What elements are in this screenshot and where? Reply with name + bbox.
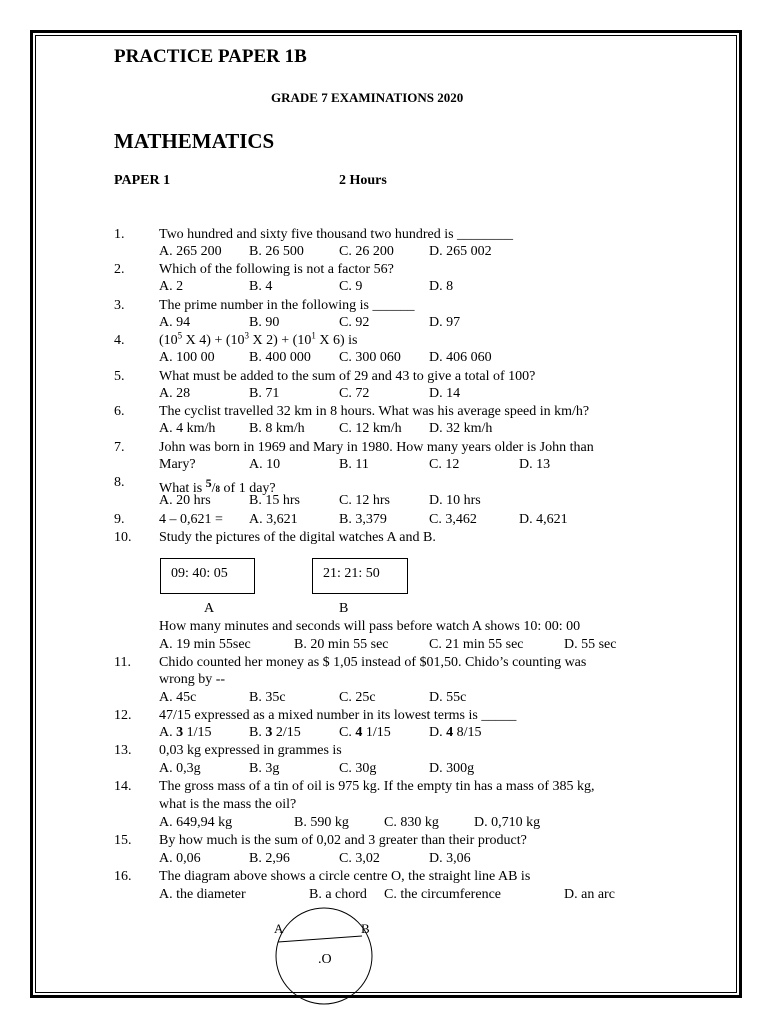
question-text: Two hundred and sixty five thousand two hundred is ________ [159, 227, 514, 242]
option-a: A. 0,3g [159, 761, 201, 776]
option-c: C. 25c [339, 690, 376, 705]
question-number: 1. [114, 227, 125, 242]
option-b: B. 400 000 [249, 350, 311, 365]
question-number: 13. [114, 743, 132, 758]
option-c: C. 12 [429, 457, 460, 472]
option-d: D. 300g [429, 761, 475, 776]
option-c: C. 26 200 [339, 244, 394, 259]
option-b: B. 2,96 [249, 851, 290, 866]
option-a: A. 0,06 [159, 851, 201, 866]
option-a: A. 19 min 55sec [159, 637, 251, 652]
option-a: A. 45c [159, 690, 197, 705]
question-number: 14. [114, 779, 132, 794]
question-number: 11. [114, 655, 131, 670]
option-b: B. 8 km/h [249, 421, 305, 436]
option-d: D. 406 060 [429, 350, 492, 365]
paper-number: PAPER 1 [114, 173, 171, 188]
center-o-label: .O [318, 952, 332, 967]
option-b: B. 26 500 [249, 244, 304, 259]
option-a: A. 4 km/h [159, 421, 216, 436]
option-b: B. a chord [309, 887, 367, 902]
question-text: 0,03 kg expressed in grammes is [159, 743, 342, 758]
option-d: D. 55c [429, 690, 467, 705]
question-number: 16. [114, 869, 132, 884]
option-b: B. 3,379 [339, 512, 387, 527]
option-d: D. an arc [564, 887, 615, 902]
option-b: B. 90 [249, 315, 280, 330]
option-d: D. 4,621 [519, 512, 568, 527]
option-a: A. 3,621 [249, 512, 298, 527]
watch-a-display: 09: 40: 05 [160, 558, 255, 594]
option-d: D. 8 [429, 279, 454, 294]
option-c: C. 4 1/15 [339, 725, 391, 740]
option-c: C. 9 [339, 279, 363, 294]
option-c: C. 830 kg [384, 815, 439, 830]
chord-ab [278, 936, 362, 942]
subject-title: MATHEMATICS [114, 129, 275, 153]
question-number: 6. [114, 404, 125, 419]
option-d: D. 3,06 [429, 851, 471, 866]
option-d: D. 97 [429, 315, 461, 330]
question-text-continued: How many minutes and seconds will pass before watch A shows 10: 00: 00 [159, 619, 581, 634]
option-d: D. 10 hrs [429, 493, 481, 508]
option-b: B. 15 hrs [249, 493, 300, 508]
exam-title: GRADE 7 EXAMINATIONS 2020 [271, 90, 464, 105]
duration: 2 Hours [339, 173, 387, 188]
option-c: C. 21 min 55 sec [429, 637, 524, 652]
option-a: A. 94 [159, 315, 191, 330]
option-a: A. 649,94 kg [159, 815, 233, 830]
option-b: B. 590 kg [294, 815, 349, 830]
option-b: B. 35c [249, 690, 286, 705]
option-a: A. 3 1/15 [159, 725, 212, 740]
option-a: A. 10 [249, 457, 281, 472]
option-d: D. 4 8/15 [429, 725, 482, 740]
option-a: A. 265 200 [159, 244, 222, 259]
option-b: B. 3 2/15 [249, 725, 301, 740]
question-text-continued: what is the mass the oil? [159, 797, 297, 812]
option-d: D. 55 sec [564, 637, 617, 652]
question-number: 5. [114, 369, 125, 384]
option-b: B. 20 min 55 sec [294, 637, 389, 652]
option-d: D. 13 [519, 457, 551, 472]
question-text: The diagram above shows a circle centre O, the straight line AB is [159, 869, 531, 884]
paper-title: PRACTICE PAPER 1B [114, 46, 307, 67]
question-text: 47/15 expressed as a mixed number in its lowest terms is _____ [159, 708, 517, 723]
point-a-label: A [274, 921, 284, 936]
option-b: B. 3g [249, 761, 280, 776]
option-c: C. 12 km/h [339, 421, 402, 436]
question-text: The prime number in the following is ______ [159, 298, 415, 313]
option-b: B. 11 [339, 457, 369, 472]
question-text-continued: wrong by -- [159, 672, 226, 687]
option-a: A. 100 00 [159, 350, 215, 365]
question-text: What must be added to the sum of 29 and 43 to give a total of 100? [159, 369, 536, 384]
question-text: The cyclist travelled 32 km in 8 hours. What was his average speed in km/h? [159, 404, 590, 419]
watch-a-label: A [204, 601, 215, 616]
question-text: The gross mass of a tin of oil is 975 kg. If the empty tin has a mass of 385 kg, [159, 779, 595, 794]
question-number: 4. [114, 333, 125, 348]
point-b-label: B [361, 921, 370, 936]
question-text: 4 – 0,621 = [159, 512, 223, 527]
question-number: 7. [114, 440, 125, 455]
question-text: ($10^5$ X $4) + (10^3$ X $2) + (10^1$ X 6) is [159, 330, 358, 348]
question-text-continued: Mary? [159, 457, 196, 472]
option-a: A. 2 [159, 279, 184, 294]
option-c: C. 3,462 [429, 512, 477, 527]
option-c: C. 12 hrs [339, 493, 390, 508]
option-c: C. 92 [339, 315, 370, 330]
watch-b-display: 21: 21: 50 [312, 558, 408, 594]
option-c: C. 3,02 [339, 851, 380, 866]
question-text: Which of the following is not a factor 56? [159, 262, 394, 277]
question-text: By how much is the sum of 0,02 and 3 greater than their product? [159, 833, 527, 848]
question-number: 3. [114, 298, 125, 313]
option-b: B. 4 [249, 279, 273, 294]
question-number: 2. [114, 262, 125, 277]
option-a: A. 28 [159, 386, 191, 401]
option-c: C. 30g [339, 761, 377, 776]
option-d: D. 265 002 [429, 244, 492, 259]
question-number: 12. [114, 708, 132, 723]
question-text: Chido counted her money as $ 1,05 instead of $01,50. Chido’s counting was [159, 655, 587, 670]
option-c: C. 300 060 [339, 350, 401, 365]
option-a: A. 20 hrs [159, 493, 211, 508]
option-c: C. the circumference [384, 887, 501, 902]
question-number: 9. [114, 512, 125, 527]
watch-b-label: B [339, 601, 349, 616]
question-text: Study the pictures of the digital watches A and B. [159, 530, 436, 545]
question-number: 15. [114, 833, 132, 848]
question-text: John was born in 1969 and Mary in 1980. How many years older is John than [159, 440, 594, 455]
option-d: D. 0,710 kg [474, 815, 541, 830]
option-a: A. the diameter [159, 887, 246, 902]
option-b: B. 71 [249, 386, 280, 401]
option-d: D. 32 km/h [429, 421, 493, 436]
question-number: 8. [114, 475, 125, 490]
option-d: D. 14 [429, 386, 461, 401]
question-text: What is 5/8 of 1 day? [159, 476, 276, 496]
question-number: 10. [114, 530, 132, 545]
option-c: C. 72 [339, 386, 370, 401]
